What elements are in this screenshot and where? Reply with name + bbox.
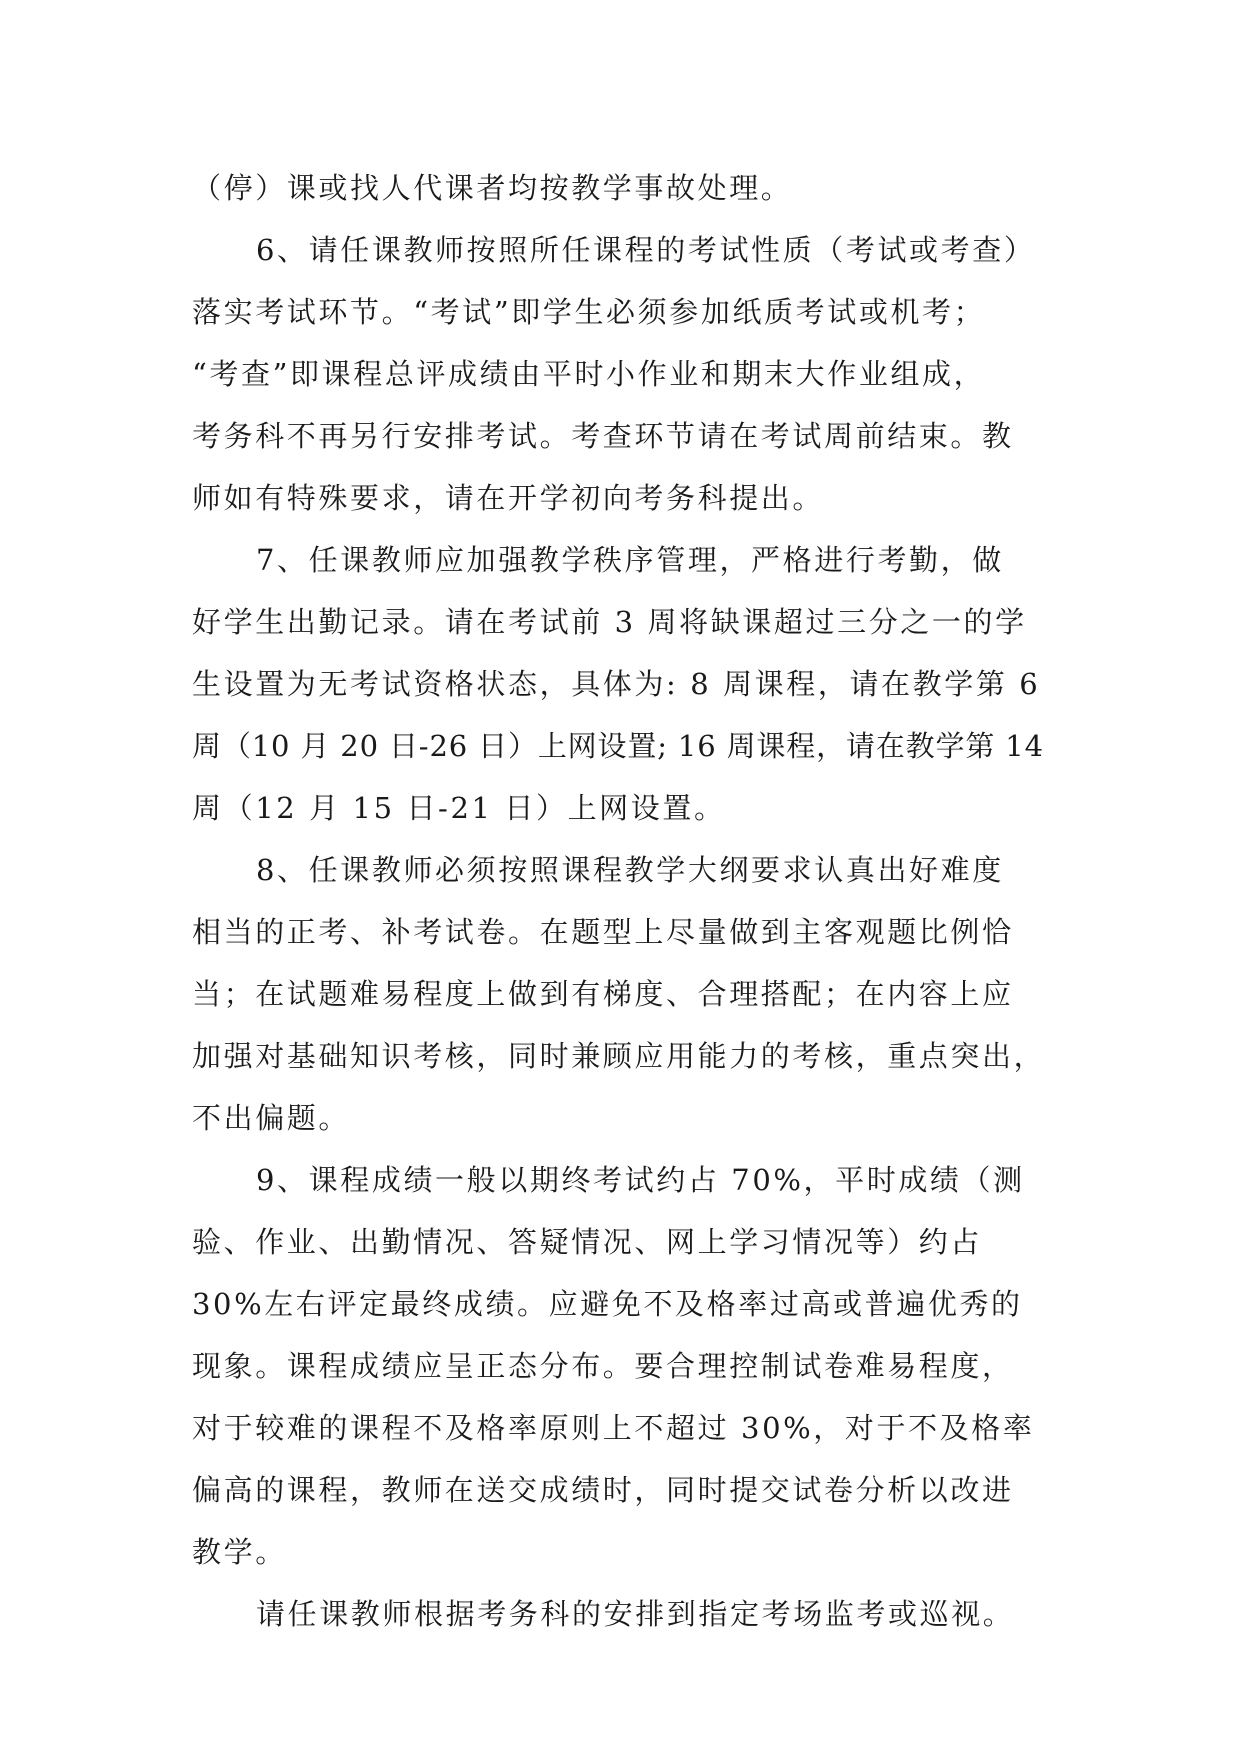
text-line: 当；在试题难易程度上做到有梯度、合理搭配；在内容上应: [192, 977, 1014, 1011]
text-line: 对于较难的课程不及格率原则上不超过 30%，对于不及格率: [192, 1411, 1035, 1445]
text-line: 师如有特殊要求，请在开学初向考务科提出。: [192, 481, 825, 515]
text-line: 落实考试环节。“考试”即学生必须参加纸质考试或机考；: [192, 295, 986, 329]
paragraph-first-line: 请任课教师根据考务科的安排到指定考场监考或巡视。: [256, 1597, 1015, 1631]
paragraph-first-line: 8、任课教师必须按照课程教学大纲要求认真出好难度: [256, 853, 1004, 887]
text-line: “考查”即课程总评成绩由平时小作业和期末大作业组成，: [192, 357, 986, 391]
text-line: 周（12 月 15 日-21 日）上网设置。: [192, 791, 726, 825]
text-line: 好学生出勤记录。请在考试前 3 周将缺课超过三分之一的学: [192, 605, 1027, 639]
text-line: 教学。: [192, 1535, 287, 1569]
text-line: 验、作业、出勤情况、答疑情况、网上学习情况等）约占: [192, 1225, 983, 1259]
text-line: 生设置为无考试资格状态，具体为: 8 周课程，请在教学第 6: [192, 667, 1041, 701]
text-line: （停）课或找人代课者均按教学事故处理。: [192, 171, 793, 205]
paragraph-first-line: 9、课程成绩一般以期终考试约占 70%，平时成绩（测: [256, 1163, 1025, 1197]
text-line: 现象。课程成绩应呈正态分布。要合理控制试卷难易程度，: [192, 1349, 1014, 1383]
text-line: 周（10 月 20 日-26 日）上网设置; 16 周课程，请在教学第 14: [192, 729, 1044, 763]
text-line: 考务科不再另行安排考试。考查环节请在考试周前结束。教: [192, 419, 1014, 453]
text-line: 加强对基础知识考核，同时兼顾应用能力的考核，重点突出，: [192, 1039, 1046, 1073]
text-line: 相当的正考、补考试卷。在题型上尽量做到主客观题比例恰: [192, 915, 1014, 949]
document-body: [192, 157, 1052, 1645]
paragraph-first-line: 7、任课教师应加强教学秩序管理，严格进行考勤，做: [256, 543, 1004, 577]
paragraph-first-line: 6、请任课教师按照所任课程的考试性质（考试或考查）: [256, 233, 1036, 267]
text-line: 30%左右评定最终成绩。应避免不及格率过高或普遍优秀的: [192, 1287, 1023, 1321]
text-line: 不出偏题。: [192, 1101, 351, 1135]
text-line: 偏高的课程，教师在送交成绩时，同时提交试卷分析以改进: [192, 1473, 1014, 1507]
